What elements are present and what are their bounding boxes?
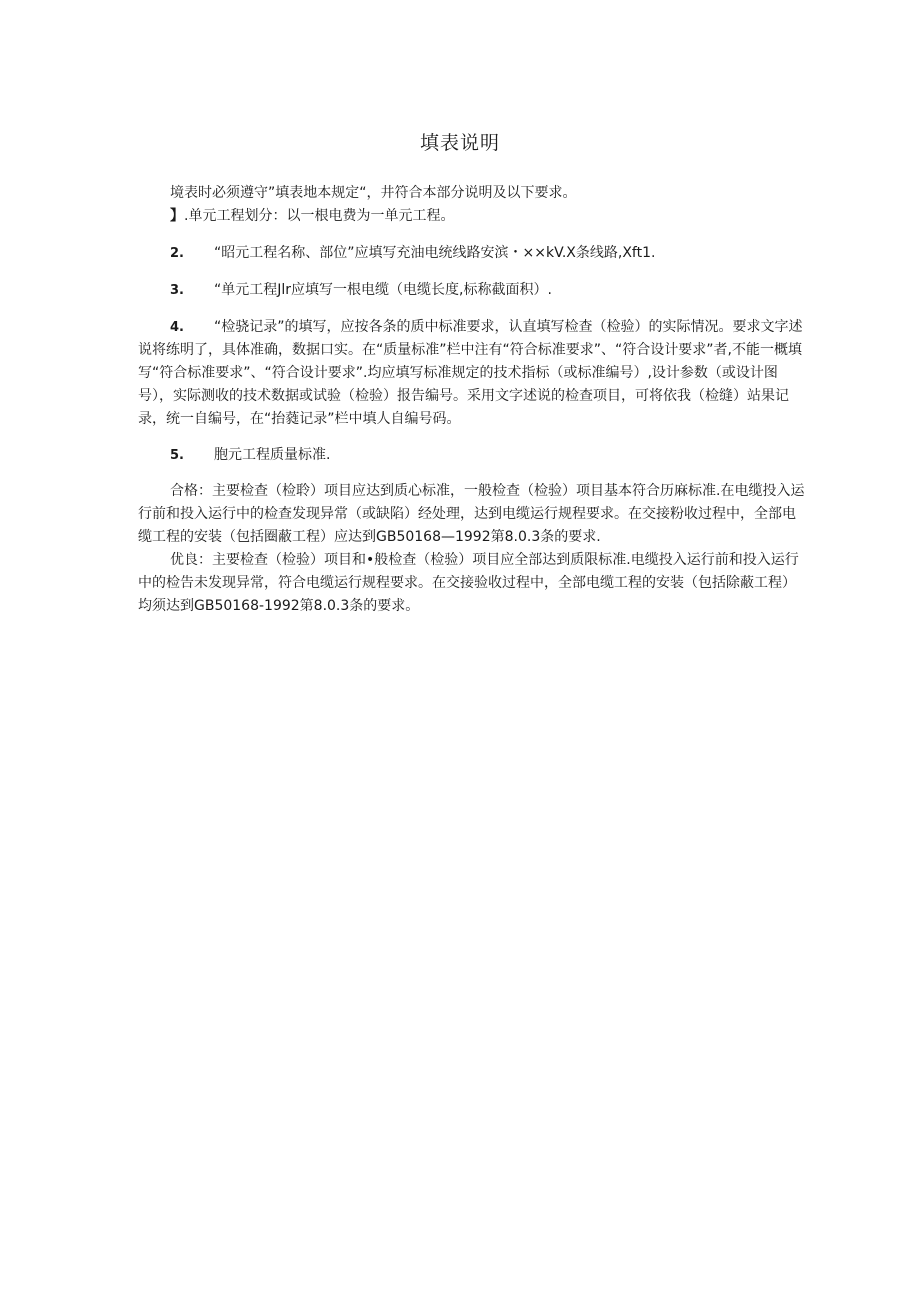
- item-3-text: “单元工程Jlr应填写一根电缆（电缆长度,标称截面积）.: [214, 282, 552, 298]
- item-5-text: 胞元工程质量标准.: [214, 447, 331, 463]
- item-1-text: .单元工程划分：以一根电费为一单元工程。: [184, 208, 455, 224]
- item-3-number: 3.: [170, 283, 184, 298]
- item-2: [138, 242, 806, 265]
- qualified-paragraph: 合格：主要检查（检聆）项目应达到质心标准，一般检查（检验）项目基本符合历麻标准.在电缆投入运行前和投入运行中的检查发现异常（或缺陷）经处理，达到电缆运行规程要求。在交接粉收过程中，全部电缆工程的安装（包括圈蔽工程）应达到GB50168—1992第8.0.3条的要求.: [138, 483, 805, 545]
- item-1-marker: 】: [170, 208, 184, 224]
- document-title: 填表说明: [419, 132, 500, 154]
- item-4-number: 4.: [170, 320, 184, 335]
- item-2-number: 2.: [170, 246, 184, 261]
- document-body: [138, 182, 806, 618]
- item-5-number: 5.: [170, 448, 184, 463]
- item-2-text: “昭元工程名称、部位”应填写充油电统线路安滨・××kV.X条线路,Xft1.: [214, 245, 656, 261]
- item-4-text: “检骁记录”的填写，应按各条的质中标准要求，认直填写检查（检验）的实际情况。要求文字述说将练明了，具体准确，数据口实。在“质量标准”栏中注有“符合标准要求”、“符合设计要求”者,不能一概填写“符合标准要求”、“符合设计要求”.均应填写标准规定的技术指标（或标准编号）,设计参数（或设计图号），实际测收的技术数据或试验（检验）报告编号。采用文字述说的检查项目，可将依我（检缝）站果记录，统一自编号，在“抬蕤记录”栏中填人自编号码。: [138, 319, 803, 427]
- item-4: [138, 316, 806, 431]
- item-1: [138, 205, 806, 228]
- excellent-paragraph: 优良：主要检查（检验）项目和•般检查（检验）项目应全部达到质限标准.电缆投入运行前和投入运行中的检告未发现异常，符合电缆运行规程要求。在交接验收过程中，全部电缆工程的安装（包括除蔽工程）均须达到GB50168-1992第8.0.3条的要求。: [138, 552, 799, 614]
- intro-paragraph: 境表时必须遵守”填表地本规定“，井符合本部分说明及以下要求。: [170, 185, 577, 201]
- item-5: [138, 444, 806, 467]
- item-3: [138, 279, 806, 302]
